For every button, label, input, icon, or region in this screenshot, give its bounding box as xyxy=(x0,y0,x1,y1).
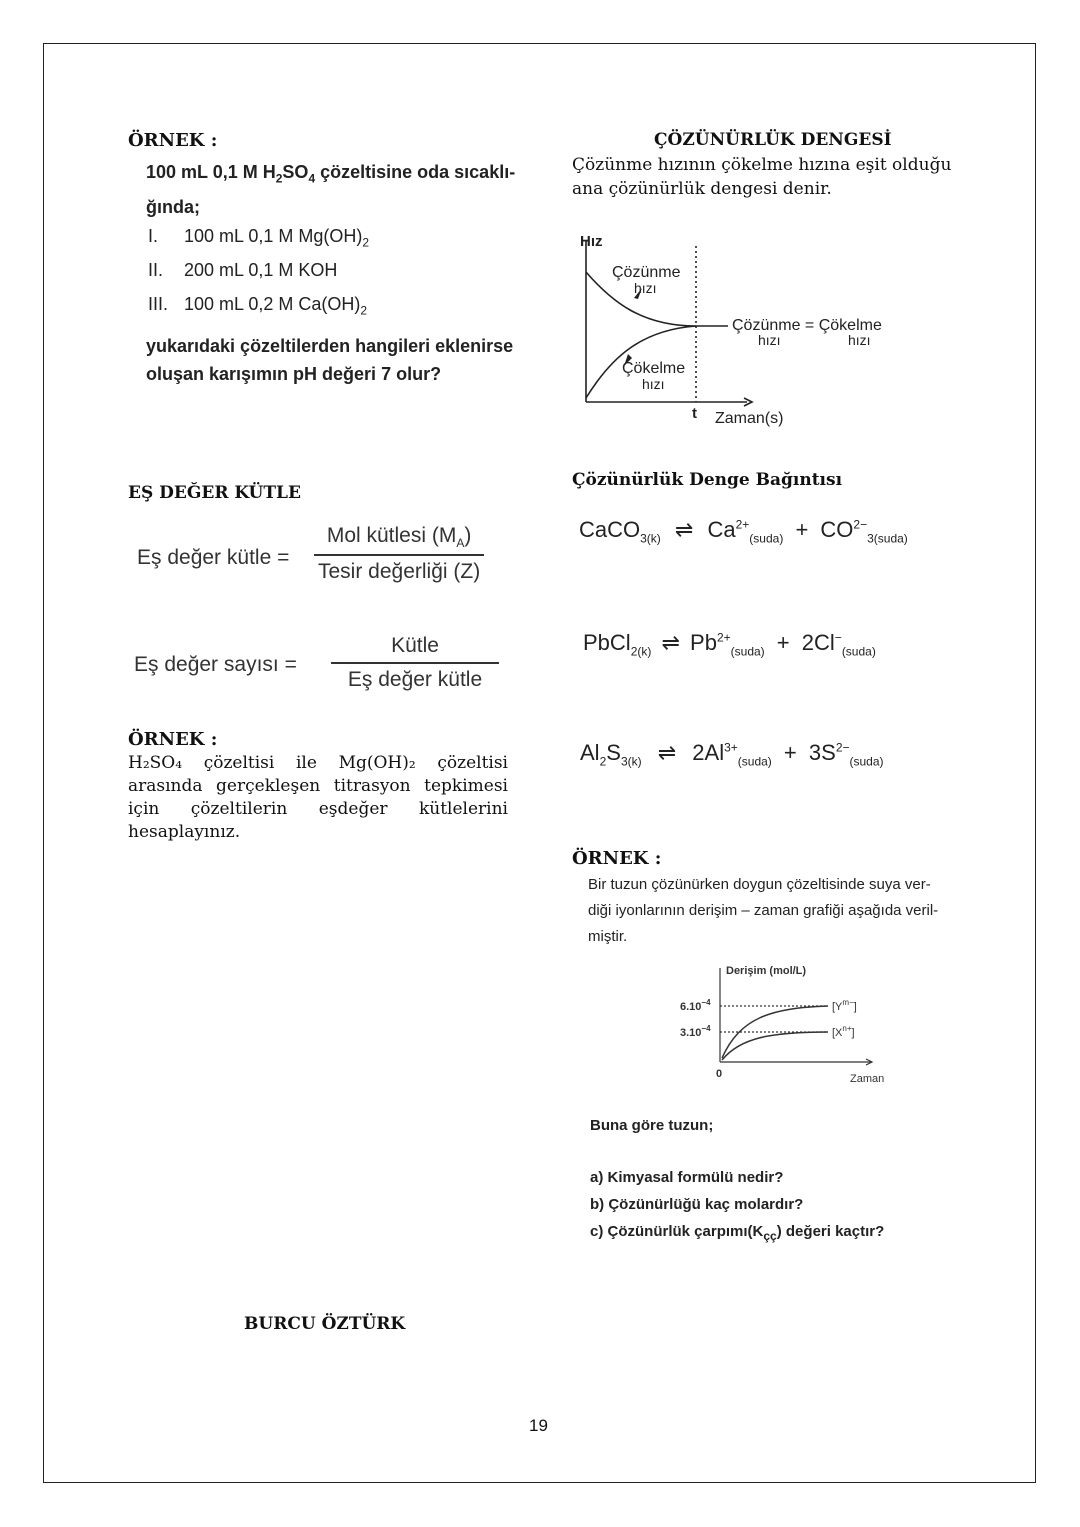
conc-y-label: Derişim (mol/L) xyxy=(726,965,807,977)
option-item: II. 200 mL 0,1 M KOH xyxy=(148,260,338,280)
question-item: b) Çözünürlüğü kaç molardır? xyxy=(590,1196,804,1213)
formula1-fraction xyxy=(314,524,484,584)
formula1-numerator: Mol kütlesi $(M_A)$ xyxy=(326,524,472,551)
equal-label-2a: hızı xyxy=(758,332,781,348)
equivalent-mass-heading: EŞ DEĞER KÜTLE xyxy=(128,483,301,503)
solubility-definition: Çözünme hızının çökelme hızına eşit olduğu ana çözünürlük dengesi denir. xyxy=(572,155,952,199)
example1-options xyxy=(148,226,369,328)
solubility-heading: ÇÖZÜNÜRLÜK DENGESİ xyxy=(654,130,892,150)
tick-low: $3.10^{-4}$ xyxy=(680,1024,711,1039)
example1-prompt: 100 mL 0,1 M $H_2SO_4$ çözeltisine oda sıcaklı- ğında; xyxy=(146,162,516,217)
fraction-bar xyxy=(314,554,484,556)
t-label: t xyxy=(692,405,697,422)
reaction-caco3: CaCO$_{3(k)}$ ⇌ $Ca^{2+}_{(suda)} + CO^{2-}_{3(suda)}$ xyxy=(579,517,908,546)
origin-label: 0 xyxy=(716,1068,723,1080)
conc-x-label: Zaman xyxy=(850,1073,885,1085)
example2-heading: ÖRNEK : xyxy=(128,729,218,750)
series-high-label: $[Y^{m-}]$ xyxy=(832,998,857,1013)
example3-heading: ÖRNEK : xyxy=(572,848,662,869)
rate-x-label: Zaman(s) xyxy=(715,410,784,427)
reaction-pbcl2: PbCl$_{2(k)}$ ⇌ $Pb^{2+}_{(suda)} + 2Cl^-_{(suda)}$ xyxy=(583,630,876,659)
formula1-denominator: Tesir değerliği (Z) xyxy=(318,560,481,584)
fraction-bar xyxy=(331,662,499,664)
series-low-label: $[X^{n+}]$ xyxy=(832,1024,855,1039)
reaction-al2s3: $Al_2S_{3(k)}$ ⇌ $2Al^{3+}_{(suda)} + 3S^{2-}_{(suda)}$ xyxy=(580,740,884,769)
equal-label-2b: hızı xyxy=(848,332,871,348)
precip-label-1: Çökelme xyxy=(622,360,686,377)
rate-graph xyxy=(572,226,912,436)
dissolve-label-1: Çözünme xyxy=(612,264,681,281)
author-name: BURCU ÖZTÜRK xyxy=(244,1314,406,1334)
dissolve-label-2: hızı xyxy=(634,280,657,296)
option-item: III. 100 mL 0,2 M $Ca(OH)_2$ xyxy=(148,294,368,318)
example3-lead: Buna göre tuzun; xyxy=(590,1117,714,1134)
option-item: I. 100 mL 0,1 M $Mg(OH)_2$ xyxy=(148,226,370,250)
tick-high: $6.10^{-4}$ xyxy=(680,998,711,1013)
formula1-label: Eş değer kütle = xyxy=(137,546,290,569)
example1-heading: ÖRNEK : xyxy=(128,130,218,151)
equilibrium-heading: Çözünürlük Denge Bağıntısı xyxy=(572,470,843,490)
formula2-denominator: Eş değer kütle xyxy=(347,668,483,691)
equal-label-1: Çözünme = Çökelme xyxy=(732,317,882,334)
page-number: 19 xyxy=(529,1416,548,1435)
example3-text: Bir tuzun çözünürken doygun çözeltisinde suya ver- diği iyonlarının derişim – zaman grafiği aşağıda veril- miştir. xyxy=(588,876,939,945)
rate-y-label: Hız xyxy=(580,233,603,250)
formula2-label: Eş değer sayısı = xyxy=(134,653,297,676)
precip-label-2: hızı xyxy=(642,376,665,392)
formula2-fraction xyxy=(331,634,499,692)
example3-questions xyxy=(590,1164,884,1250)
series-low-curve xyxy=(722,1032,828,1060)
concentration-graph xyxy=(660,958,910,1098)
example2-text: H₂SO₄ çözeltisi ile Mg(OH)₂ çözeltisi arasında gerçekleşen titrasyon tepkimesi için çözeltilerin eşdeğer kütlelerini hesaplayınız. xyxy=(128,753,508,842)
example1-question: yukarıdaki çözeltilerden hangileri eklenirse oluşan karışımın pH değeri 7 olur? xyxy=(146,336,514,384)
formula2-numerator: Kütle xyxy=(391,634,439,657)
question-item: c) Çözünürlük $çarpımı(K_{çç})$ değeri kaçtır? xyxy=(590,1223,885,1243)
question-item: a) Kimyasal formülü nedir? xyxy=(590,1169,784,1186)
